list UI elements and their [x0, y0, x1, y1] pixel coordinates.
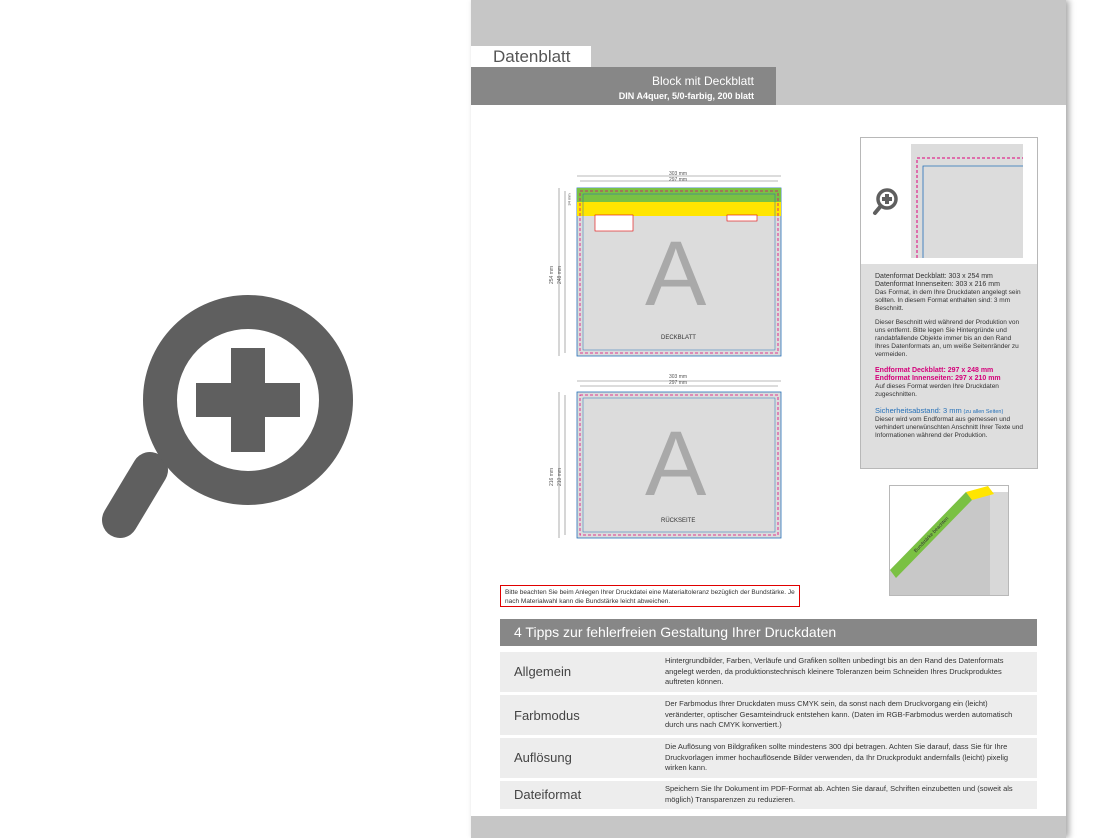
endformat-cover: Endformat Deckblatt: 297 x 248 mm: [875, 367, 994, 374]
zoom-in-icon[interactable]: [100, 290, 360, 550]
back-label: RÜCKSEITE: [661, 518, 696, 524]
tip-label: Allgemein: [514, 664, 572, 679]
back-dim-top-inner: 297 mm: [669, 380, 688, 386]
back-dim-left-outer: 216 mm: [549, 467, 556, 487]
tip-text: Der Farbmodus Ihrer Druckdaten muss CMYK sein, da sonst nach dem Druckvorgang ein (leicht) veränderter, optischer Gesamteindruck entstehen kann. (Daten im RGB-Farbmodus werden automatisch durch uns nach CMYK konvertiert.): [665, 699, 1013, 729]
binding-illustration: [889, 485, 1009, 596]
safety-label-small: (zu allen Seiten): [963, 409, 1004, 415]
tips-heading: 4 Tipps zur fehlerfreien Gestaltung Ihrer Druckdaten: [500, 619, 1037, 646]
tip-label: Auflösung: [514, 750, 572, 765]
endformat-inner: Endformat Innenseiten: 297 x 210 mm: [875, 375, 1001, 382]
safety-label: Sicherheitsabstand: 3 mm: [875, 406, 962, 415]
product-header: [471, 67, 776, 105]
page-footer-band: [471, 816, 1066, 838]
info-line3: Das Format, in dem Ihre Druckdaten angelegt sein sollten. In diesem Format enthalten sind: 3 mm Beschnitt.: [875, 289, 1021, 312]
tip-label: Dateiformat: [514, 787, 582, 802]
cover-dim-left-outer: 254 mm: [549, 265, 556, 285]
tip-text: Speichern Sie Ihr Dokument im PDF-Format ab. Achten Sie darauf, Schriften einzubetten und (soweit als möglich) Transparenzen zu reduzieren.: [665, 784, 1013, 804]
safety-text: Dieser wird vom Endformat aus gemessen und verhindert unerwünschten Anschnitt Ihrer Texte und Informationen während der Produktion.: [875, 416, 1024, 439]
format-info-box: [860, 137, 1038, 469]
page-title: Datenblatt: [471, 46, 591, 67]
cover-letter: A: [645, 223, 707, 325]
tip-row-general: [500, 652, 1037, 692]
tip-row-fileformat: [500, 781, 1037, 809]
tip-text: Hintergrundbilder, Farben, Verläufe und Grafiken sollten unbedingt bis an den Rand des Datenformats angelegt werden, da produktionstechnisch kleinere Toleranzen beim Schneiden Ihres Druckproduktes auftreten können.: [665, 656, 1004, 686]
format-info-text: [861, 264, 1037, 468]
cover-dim-top-inner: 297 mm: [669, 177, 688, 183]
endformat-text: Auf dieses Format werden Ihre Druckdaten zugeschnitten.: [875, 383, 999, 398]
cover-label: DECKBLATT: [661, 335, 696, 341]
zoom-in-icon[interactable]: [871, 186, 901, 216]
binding-label: Bundstärke beachten: [913, 515, 951, 555]
corner-detail: [909, 144, 1023, 258]
tip-text: Die Auflösung von Bildgrafiken sollte mindestens 300 dpi betragen. Achten Sie darauf, dass Sie für Ihre Druckvorlagen immer hochauflösende Bilder verwenden, da Ihr Druckprodukt andernfalls (leicht) pixelig wirken kann.: [665, 742, 1009, 772]
product-name: Block mit Deckblatt: [651, 74, 754, 88]
back-letter: A: [645, 413, 707, 515]
product-spec: DIN A4quer, 5/0-farbig, 200 blatt: [618, 91, 754, 101]
material-tolerance-note: Bitte beachten Sie beim Anlegen Ihrer Druckdatei eine Materialtoleranz bezüglich der Bundstärke. Je nach Materialwahl kann die Bundstärke leicht abweichen.: [500, 585, 800, 607]
info-line1: Datenformat Deckblatt: 303 x 254 mm: [875, 273, 993, 280]
cover-dim-band: 34 mm: [566, 193, 572, 206]
info-line4: Dieser Beschnitt wird während der Produktion von uns entfernt. Bitte legen Sie Hintergründe und randabfallende Objekte immer bis an den Rand Ihres Datenformats an, um weiße Seitenränder zu vermeiden.: [875, 319, 1020, 358]
back-dim-top-outer: 303 mm: [669, 374, 688, 380]
datasheet-page: [471, 0, 1066, 838]
back-dim-left-inner: 210 mm: [557, 467, 564, 487]
tip-row-colormode: [500, 695, 1037, 735]
cover-dim-top-outer: 303 mm: [669, 171, 688, 177]
cover-dim-left-inner: 248 mm: [557, 265, 564, 285]
tip-row-resolution: [500, 738, 1037, 778]
tip-label: Farbmodus: [514, 708, 580, 723]
info-line2: Datenformat Innenseiten: 303 x 216 mm: [875, 281, 1000, 288]
binding-diagram: [890, 486, 1008, 595]
